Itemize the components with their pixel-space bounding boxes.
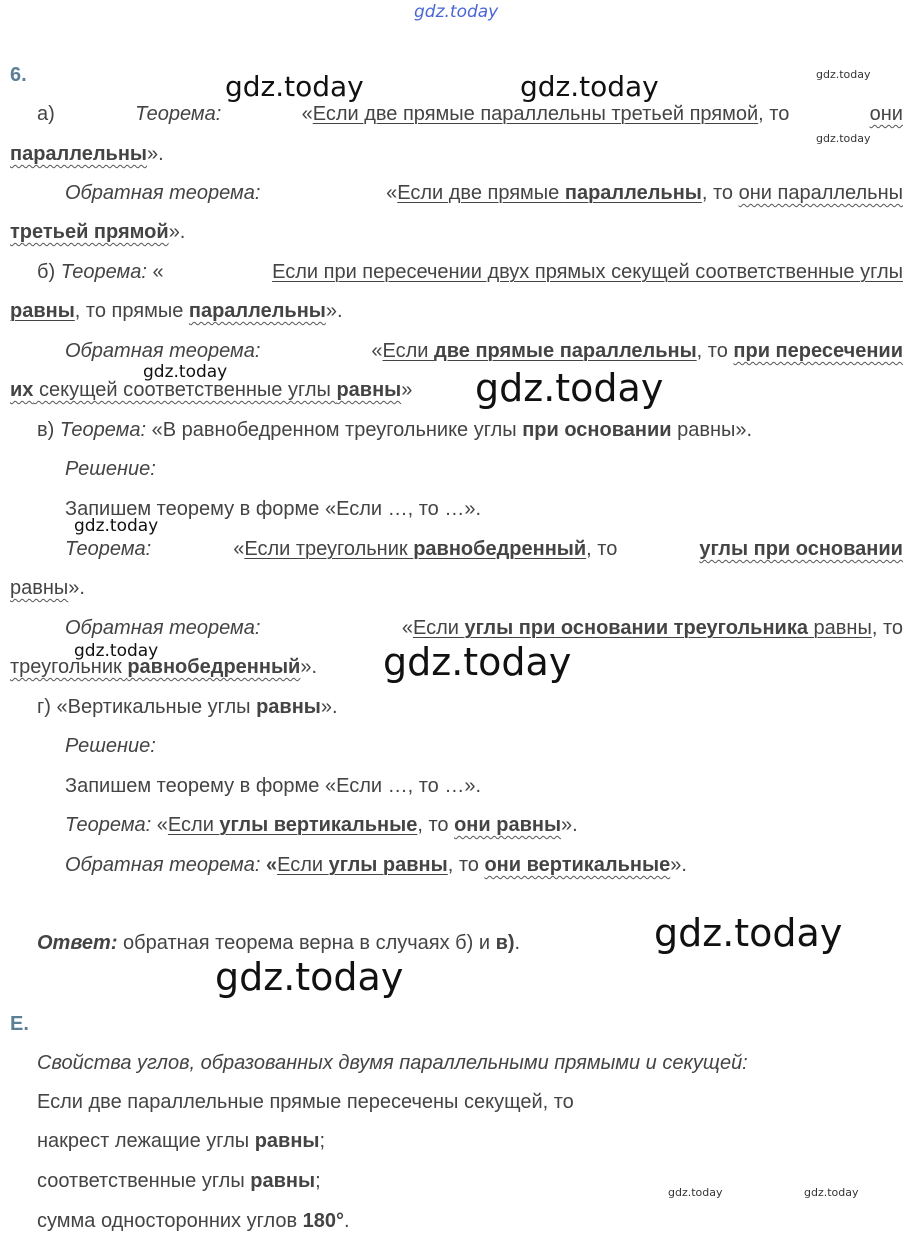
item-b-conclusion: параллельны <box>188 300 326 322</box>
if-bold: углы вертикальные <box>219 814 418 836</box>
answer-text: обратная теорема верна в случаях б) и <box>117 932 496 954</box>
watermark: gdz.today <box>225 70 364 103</box>
watermark: gdz.today <box>654 911 843 955</box>
item-g-converse-label: Обратная теорема: <box>65 854 261 876</box>
item-g-converse <box>65 852 687 878</box>
close-quote: ». <box>68 577 85 599</box>
item-a-converse-conclusion: они параллельны <box>738 182 903 204</box>
item-v-theorem-body: «Если треугольник равнобедренный, то <box>233 538 618 560</box>
section-e-line4 <box>37 1208 350 1234</box>
item-a-theorem-line2 <box>10 141 164 167</box>
item-v-converse-condition <box>413 617 872 639</box>
answer-bold: в) <box>495 932 515 954</box>
statement-end: равны». <box>671 419 753 441</box>
item-a-conclusion-start: они <box>869 103 903 125</box>
item-g-converse-conclusion: они вертикальные <box>484 854 671 876</box>
item-v-conclusion-end: равны <box>10 577 69 599</box>
item-b-condition-end: равны <box>10 300 75 322</box>
end: ; <box>315 1170 321 1192</box>
section-e-title: Свойства углов, образованных двумя параллельными прямыми и секущей: <box>37 1052 748 1074</box>
item-v-theorem-line2 <box>10 575 85 601</box>
if-bold: углы равны <box>328 854 448 876</box>
item-g-conclusion: они равны <box>454 814 562 836</box>
item-a-converse-line2 <box>10 219 185 245</box>
item-b-converse-condition <box>383 340 697 362</box>
quote: « <box>301 103 313 125</box>
item-g-rewrite: Запишем теорему в форме «Если …, то …». <box>65 775 481 797</box>
section-e-line2 <box>37 1128 325 1154</box>
to-text: , то <box>696 340 734 362</box>
item-a-converse-conclusion-end: третьей прямой <box>10 221 169 243</box>
end: ; <box>319 1130 326 1152</box>
if-text: Если <box>382 340 435 362</box>
item-g-marker: г) <box>37 696 51 718</box>
bold: 180° <box>302 1210 345 1232</box>
item-v-converse-line2 <box>10 654 317 680</box>
item-v-rewrite: Запишем теорему в форме «Если …, то …». <box>65 498 481 520</box>
to-text: , то <box>586 538 618 560</box>
section-e-line1: Если две параллельные прямые пересечены секущей, то <box>37 1091 574 1113</box>
watermark: gdz.today <box>74 641 159 661</box>
section-6-number: 6. <box>10 64 27 86</box>
text: сумма односторонних углов <box>37 1210 303 1232</box>
item-v-solution-label: Решение: <box>65 458 156 480</box>
item-b-condition: Если при пересечении двух прямых секущей соответственные углы <box>272 261 903 283</box>
item-b-converse-line1 <box>65 338 903 364</box>
item-a-converse-body: «Если две прямые параллельны, то они параллельны <box>386 182 903 204</box>
item-g-theorem: Теорема: «Если углы вертикальные, то они равны». <box>65 814 578 836</box>
section-e-number: Е. <box>10 1013 29 1035</box>
item-b-lead: б) Теорема: « <box>37 261 164 283</box>
to-text: , то прямые <box>74 300 189 322</box>
if-end: равны <box>807 617 872 639</box>
answer-line <box>37 930 520 956</box>
close-quote: » <box>401 379 413 401</box>
item-v-conclusion: углы при основании <box>699 538 903 560</box>
statement-bold: при основании <box>522 419 672 441</box>
bold: равны <box>254 1130 320 1152</box>
their: их <box>10 379 34 401</box>
close-quote: ». <box>670 854 687 876</box>
statement-end: ». <box>320 696 338 718</box>
statement-text: «В равнобедренном треугольнике углы <box>151 419 523 441</box>
close-quote: ». <box>561 814 578 836</box>
item-b-theorem-line1 <box>37 259 903 285</box>
item-b-converse-body: «Если две прямые параллельны, то при пересечении <box>371 340 903 362</box>
close-quote: ». <box>300 656 318 678</box>
item-v-converse-label: Обратная теорема: <box>65 617 261 639</box>
close-quote: ». <box>325 300 343 322</box>
if-bold: параллельны <box>564 182 702 204</box>
watermark: gdz.today <box>816 132 871 145</box>
item-v-marker: в) <box>37 419 55 441</box>
item-a-conclusion-end: параллельны <box>10 143 147 165</box>
watermark: gdz.today <box>520 70 659 103</box>
item-a-marker: а) <box>37 103 55 125</box>
equal: равны <box>336 379 402 401</box>
item-g-theorem-label: Теорема: <box>65 814 152 836</box>
item-b-converse-conclusion: при пересечении <box>733 340 903 362</box>
item-b-marker: б) <box>37 261 56 283</box>
watermark: gdz.today <box>383 640 572 684</box>
item-a-theorem-body <box>302 101 790 127</box>
to-text: , то <box>871 617 903 639</box>
if-text: Если <box>277 854 329 876</box>
item-a-theorem-label: Теорема: <box>135 103 222 125</box>
if-text: Если две прямые <box>397 182 565 204</box>
item-a-converse-label: Обратная теорема: <box>65 182 261 204</box>
header-watermark: gdz.today <box>414 2 499 22</box>
item-v-condition <box>244 538 586 560</box>
item-v-theorem-line1 <box>65 536 903 562</box>
if-bold: углы при основании треугольника <box>464 617 808 639</box>
watermark: gdz.today <box>475 366 664 410</box>
item-g-converse-condition <box>277 854 448 876</box>
comma-to: , то <box>758 103 790 125</box>
watermark: gdz.today <box>74 516 159 536</box>
item-v-converse-line1 <box>65 615 903 641</box>
to-text: , то <box>417 814 455 836</box>
watermark: gdz.today <box>804 1186 859 1199</box>
text: накрест лежащие углы <box>37 1130 255 1152</box>
if-bold: две прямые параллельны <box>434 340 697 362</box>
item-b-converse-conclusion-end <box>10 379 401 401</box>
statement-text: «Вертикальные углы <box>56 696 257 718</box>
to-text: , то <box>447 854 485 876</box>
item-g-statement <box>37 694 338 720</box>
bold: равны <box>250 1170 316 1192</box>
item-a-theorem-line1 <box>37 101 903 127</box>
close-quote: ». <box>168 221 186 243</box>
statement-bold: равны <box>256 696 321 718</box>
open-quote: « <box>265 854 278 876</box>
answer-label: Ответ: <box>37 932 118 954</box>
answer-end: . <box>514 932 521 954</box>
item-a-condition: Если две прямые параллельны третьей прямой <box>312 103 759 125</box>
item-v-theorem-label-2: Теорема: <box>65 538 152 560</box>
comma-to: , то <box>701 182 739 204</box>
item-v-theorem-label: Теорема: <box>59 419 147 441</box>
watermark: gdz.today <box>143 362 228 382</box>
end: . <box>344 1210 350 1232</box>
item-b-theorem-line2 <box>10 298 343 324</box>
item-b-converse-label: Обратная теорема: <box>65 340 261 362</box>
item-g-condition <box>168 814 417 836</box>
item-v-converse-body: «Если углы при основании треугольника равны, то <box>401 617 903 639</box>
item-g-solution-label: Решение: <box>65 735 156 757</box>
if-text: Если <box>167 814 220 836</box>
triangle: треугольник <box>10 656 128 678</box>
text: соответственные углы <box>37 1170 251 1192</box>
section-e-line3 <box>37 1168 321 1194</box>
if-text: Если <box>412 617 465 639</box>
close-quote: ». <box>146 143 164 165</box>
watermark: gdz.today <box>215 955 404 999</box>
if-bold: равнобедренный <box>413 538 587 560</box>
item-v-statement <box>37 417 752 443</box>
item-a-converse-condition <box>397 182 702 204</box>
rest: секущей соответственные углы <box>33 379 337 401</box>
watermark: gdz.today <box>816 68 871 81</box>
item-b-theorem-label: Теорема: <box>60 261 147 283</box>
watermark: gdz.today <box>668 1186 723 1199</box>
isosceles: равнобедренный <box>127 656 301 678</box>
item-a-converse-line1 <box>65 180 903 206</box>
if-text: Если треугольник <box>244 538 414 560</box>
